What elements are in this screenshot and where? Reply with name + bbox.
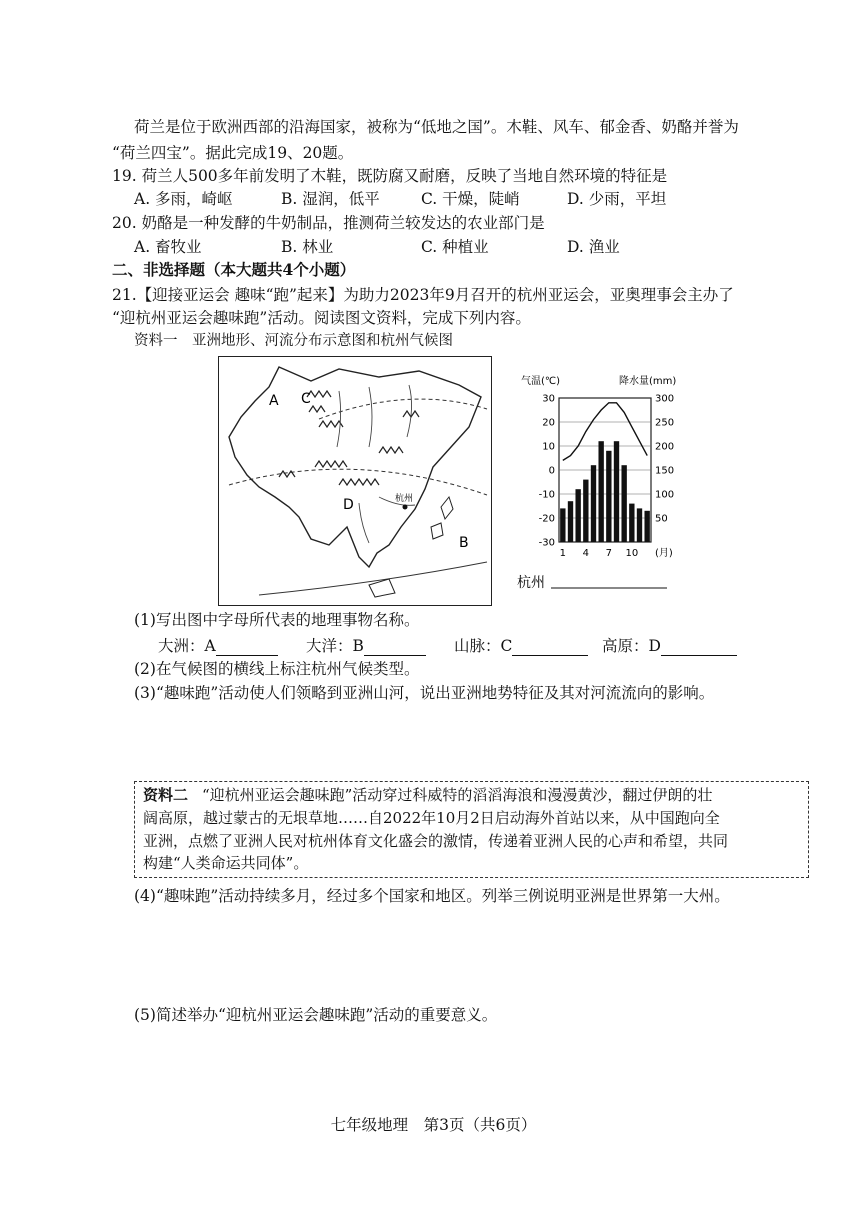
material-2-line-1 (143, 785, 712, 805)
temp-axis-label: 气温(℃) (521, 376, 561, 387)
sub-question-3: (3)“趣味跑”活动使人们领略到亚洲山河，说出亚洲地势特征及其对河流流向的影响。 (134, 684, 715, 702)
q20-option-c[interactable]: C. 种植业 (421, 238, 489, 256)
map-label-c: C (301, 391, 311, 407)
fill-ocean (306, 636, 426, 656)
month-tick-label: 4 (582, 548, 590, 559)
q19-option-a[interactable]: A. 多雨，崎岖 (134, 190, 233, 208)
q19-option-b[interactable]: B. 湿润，低平 (281, 190, 380, 208)
material-2-label: 资料二 (143, 786, 189, 804)
temp-tick-label: 20 (542, 417, 555, 429)
precip-bar (560, 508, 565, 542)
precip-bar (629, 504, 634, 542)
precip-bar (644, 511, 649, 542)
fill-ocean-blank[interactable] (364, 639, 426, 656)
q19-stem: 19. 荷兰人500多年前发明了木鞋，既防腐又耐磨，反映了当地自然环境的特征是 (112, 167, 668, 185)
fill-continent-blank[interactable] (216, 639, 278, 656)
q19-option-d[interactable]: D. 少雨，平坦 (567, 190, 667, 208)
intro-line-2: “荷兰四宝”。据此完成19、20题。 (112, 144, 354, 162)
precip-tick-label: 150 (655, 465, 675, 477)
precip-tick-label: 250 (655, 417, 675, 429)
temp-tick-label: 10 (542, 441, 555, 453)
fill-mountain-blank[interactable] (512, 639, 588, 656)
material-2-text-1: “迎杭州亚运会趣味跑”活动穿过科威特的滔滔海浪和漫漫黄沙，翻过伊朗的壮 (202, 786, 713, 804)
intro-line-1: 荷兰是位于欧洲西部的沿海国家，被称为“低地之国”。木鞋、风车、郁金香、奶酪并誉为 (134, 118, 739, 136)
temperature-curve (563, 403, 647, 461)
month-tick-label: 10 (625, 548, 639, 559)
sub-question-4: (4)“趣味跑”活动持续多月，经过多个国家和地区。列举三例说明亚洲是世界第一大州。 (134, 887, 730, 905)
fill-mountain-label: 山脉：C (454, 637, 513, 655)
fill-continent (158, 636, 278, 656)
precip-tick-label: 200 (655, 441, 675, 453)
q21-line-2: “迎杭州亚运会趣味跑”活动。阅读图文资料，完成下列内容。 (112, 309, 531, 327)
fill-plateau-blank[interactable] (661, 639, 737, 656)
precip-bar (637, 508, 642, 542)
x-unit-label: (月) (655, 548, 673, 559)
q21-line-1: 21.【迎接亚运会 趣味“跑”起来】为助力2023年9月召开的杭州亚运会，亚奥理事会主办了 (112, 286, 734, 304)
precip-axis-label: 降水量(mm) (619, 376, 677, 387)
material-1-title: 资料一 亚洲地形、河流分布示意图和杭州气候图 (134, 333, 453, 349)
month-tick-label: 7 (605, 548, 613, 559)
q20-option-a[interactable]: A. 畜牧业 (134, 238, 202, 256)
precip-bar (591, 465, 596, 542)
q20-stem: 20. 奶酪是一种发酵的牛奶制品，推测荷兰较发达的农业部门是 (112, 214, 545, 232)
hangzhou-marker (403, 505, 408, 510)
section-title: 二、非选择题（本大题共4个小题） (112, 260, 356, 279)
fill-plateau-label: 高原：D (602, 637, 661, 655)
sub-question-5: (5)简述举办“迎杭州亚运会趣味跑”活动的重要意义。 (134, 1006, 498, 1024)
precip-bar (575, 489, 580, 542)
island-shape (431, 523, 443, 539)
map-label-d: D (343, 497, 354, 513)
map-label-b: B (459, 535, 469, 551)
temp-tick-label: -20 (538, 513, 555, 525)
material-2-box (134, 781, 809, 878)
rivers (337, 385, 415, 543)
precip-bar (568, 501, 573, 542)
material-2-line-3: 亚洲，点燃了亚洲人民对杭州体育文化盛会的激情，传递着亚洲人民的心声和希望，共同 (143, 832, 729, 850)
temp-tick-label: 0 (548, 465, 555, 477)
fill-mountain (454, 636, 588, 656)
fill-plateau (602, 636, 737, 656)
climate-chart-svg (515, 372, 685, 602)
sub-question-2: (2)在气候图的横线上标注杭州气候类型。 (134, 660, 420, 678)
q19-option-c[interactable]: C. 干燥，陡峭 (421, 190, 520, 208)
equator-line (259, 562, 487, 595)
material-2-line-2: 阔高原，越过蒙古的无垠草地……自2022年10月2日启动海外首站以来，从中国跑向全 (143, 809, 720, 827)
map-label-a: A (269, 393, 279, 409)
precip-bar (606, 451, 611, 542)
temp-tick-label: -30 (538, 537, 555, 549)
q20-option-d[interactable]: D. 渔业 (567, 238, 620, 256)
material-2-line-4: 构建“人类命运共同体”。 (143, 854, 309, 872)
precip-bar (621, 465, 626, 542)
asia-coastline (229, 367, 481, 567)
month-tick-label: 1 (559, 548, 567, 559)
page-footer: 七年级地理 第3页（共6页） (330, 1116, 537, 1134)
temp-tick-label: 30 (542, 393, 555, 405)
asia-map (218, 356, 492, 606)
map-label-hangzhou: 杭州 (395, 494, 414, 504)
precip-tick-label: 50 (655, 513, 668, 525)
sub-question-1: (1)写出图中字母所代表的地理事物名称。 (134, 611, 420, 629)
precip-tick-label: 100 (655, 489, 675, 501)
temp-tick-label: -10 (538, 489, 555, 501)
asia-map-drawing (219, 357, 491, 605)
precip-tick-label: 300 (655, 393, 675, 405)
fill-ocean-label: 大洋：B (306, 637, 364, 655)
hangzhou-climate-chart (515, 372, 685, 602)
island-shape (441, 497, 453, 519)
tropic-line (229, 469, 487, 495)
precip-bar (598, 441, 603, 542)
fill-continent-label: 大洲：A (158, 637, 216, 655)
precip-bar (614, 441, 619, 542)
q20-option-b[interactable]: B. 林业 (281, 238, 334, 256)
city-label: 杭州 (517, 575, 545, 591)
precip-bar (583, 480, 588, 542)
